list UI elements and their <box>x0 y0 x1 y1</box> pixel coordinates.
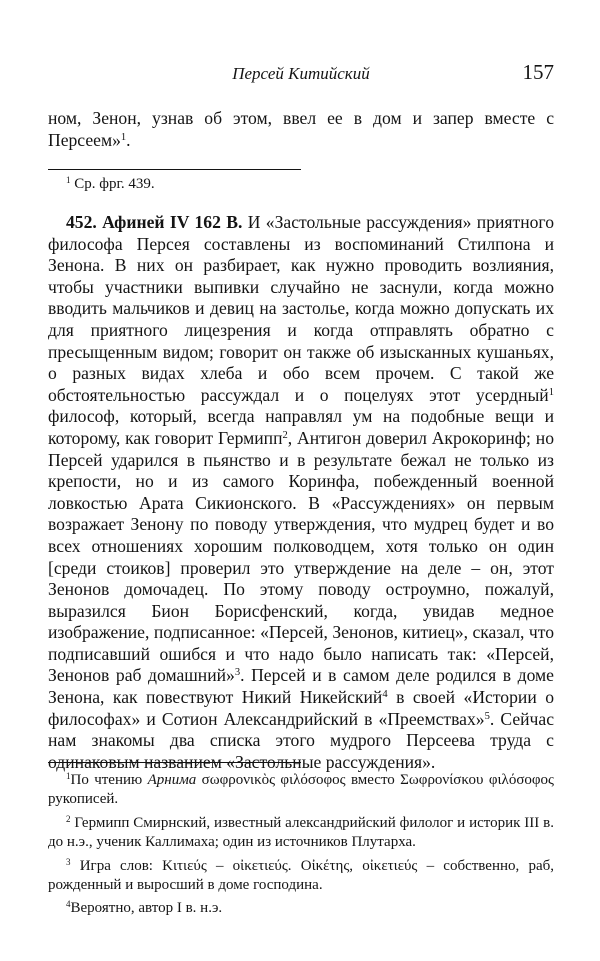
running-title: Персей Китийский <box>232 64 370 83</box>
footnote-mark: 3 <box>66 856 71 867</box>
footnote-text: Вероятно, автор I в. н.э. <box>70 900 223 917</box>
continuation-paragraph <box>48 108 554 151</box>
continuation-end: . <box>126 129 131 150</box>
footnote-text: Гермипп Смирнский, известный александрийский филолог и историк III в. до н.э., ученик Каллимаха; один из источников Плутарха. <box>48 814 554 851</box>
footnote-divider <box>48 762 301 763</box>
footnote-italic: Арнима <box>147 772 197 788</box>
footnote-1 <box>48 771 554 810</box>
footnote-divider <box>48 169 301 170</box>
footnote-2 <box>48 814 554 853</box>
footnote-text: По чтению <box>70 772 148 788</box>
fragment-text-5: в своей «Истории о философах» и Сотион Александрийский в «Преемствах» <box>48 687 554 729</box>
fragment-lead: 452. Афиней IV 162 B. <box>66 212 243 232</box>
footnote-previous <box>48 175 554 198</box>
fragment-text-3: , Антигон доверил Акрокоринф; но Персей ударился в пьянство и в результате бежал не только из крепости, но и из самого Коринфа, побежденный военной ловкостью Арата Сикионского. В «Рассуждениях» он первым возражает Зенону по поводу утверждения, что мудрец будет и во всех отношениях хорошим полководцем, хотя только он один [среди стоиков] проверил это утверждение на деле – он, этот Зенонов домочадец. По этому поводу остроумно, пожалуй, выразился Бион Борисфенский, когда, увидав медное изображение, подписанное: «Персей, Зенонов, китиец», сказал, что подписавший ошибся и что надо было написать так: «Персей, Зенонов раб домашний» <box>48 427 554 686</box>
footnote-4 <box>48 899 554 918</box>
continuation-text: ном, Зенон, узнав об этом, ввел ее в дом и запер вместе с Персеем» <box>48 108 554 150</box>
fragment-text-6: . Сейчас нам знакомы два списка этого мудрого Персеева труда с одинаковым названием «Застольные рассуждения». <box>48 708 555 772</box>
footnote-text: Ср. фрг. 439. <box>70 176 155 192</box>
footnote-3 <box>48 857 554 896</box>
footnote-ref: 2 <box>282 430 288 442</box>
fragment-text-1: И «Застольные рассуждения» приятного философа Персея составлены из воспоминаний Стилпона и Зенона. В них он разбирает, как нужно проводить возлияния, чтобы участники выпивки случайно не заснули, когда можно вводить мальчиков и девиц на застолье, когда можно допускать их для приятного лицезрения и когда отправлять обратно с пресыщенным видом; говорит он также об изысканных кушаньях, о разных видах хлеба и обо всем прочем. С такой же обстоятельностью рассуждал и о поцелуях этот усердный <box>48 212 554 405</box>
footnote-ref: 1 <box>120 131 127 143</box>
footnote-ref: 4 <box>382 689 388 701</box>
page-header <box>48 58 554 88</box>
fragment-452 <box>48 212 554 773</box>
footnote-mark: 1 <box>66 175 71 186</box>
footnotes <box>48 771 554 923</box>
footnote-mark: 1 <box>66 771 71 782</box>
footnote-ref: 3 <box>234 667 241 679</box>
footnote-ref: 5 <box>484 710 490 722</box>
footnote-ref: 1 <box>548 386 554 398</box>
footnote-mark: 4 <box>66 899 71 910</box>
footnote-mark: 2 <box>66 813 71 824</box>
fragment-text-4: . Персей и в самом деле родился в доме Зенона, как повествуют Никий Никейский <box>48 665 554 708</box>
footnote-text: Игра слов: Κιτιεύς – οἰκετιεύς. Οἰκέτης, οἰκετιεύς – собственно, раб, рожденный и выросший в доме господина. <box>48 857 554 894</box>
fragment-text-2: философ, который, всегда направлял ум на подобные вещи и которому, как говорит Гермипп <box>48 406 554 448</box>
page-number: 157 <box>522 60 554 84</box>
footnote-text: σωφρονικὸς φιλόσοφος вместо Σωφρονίσκου φιλόσοφος рукописей. <box>48 772 554 808</box>
